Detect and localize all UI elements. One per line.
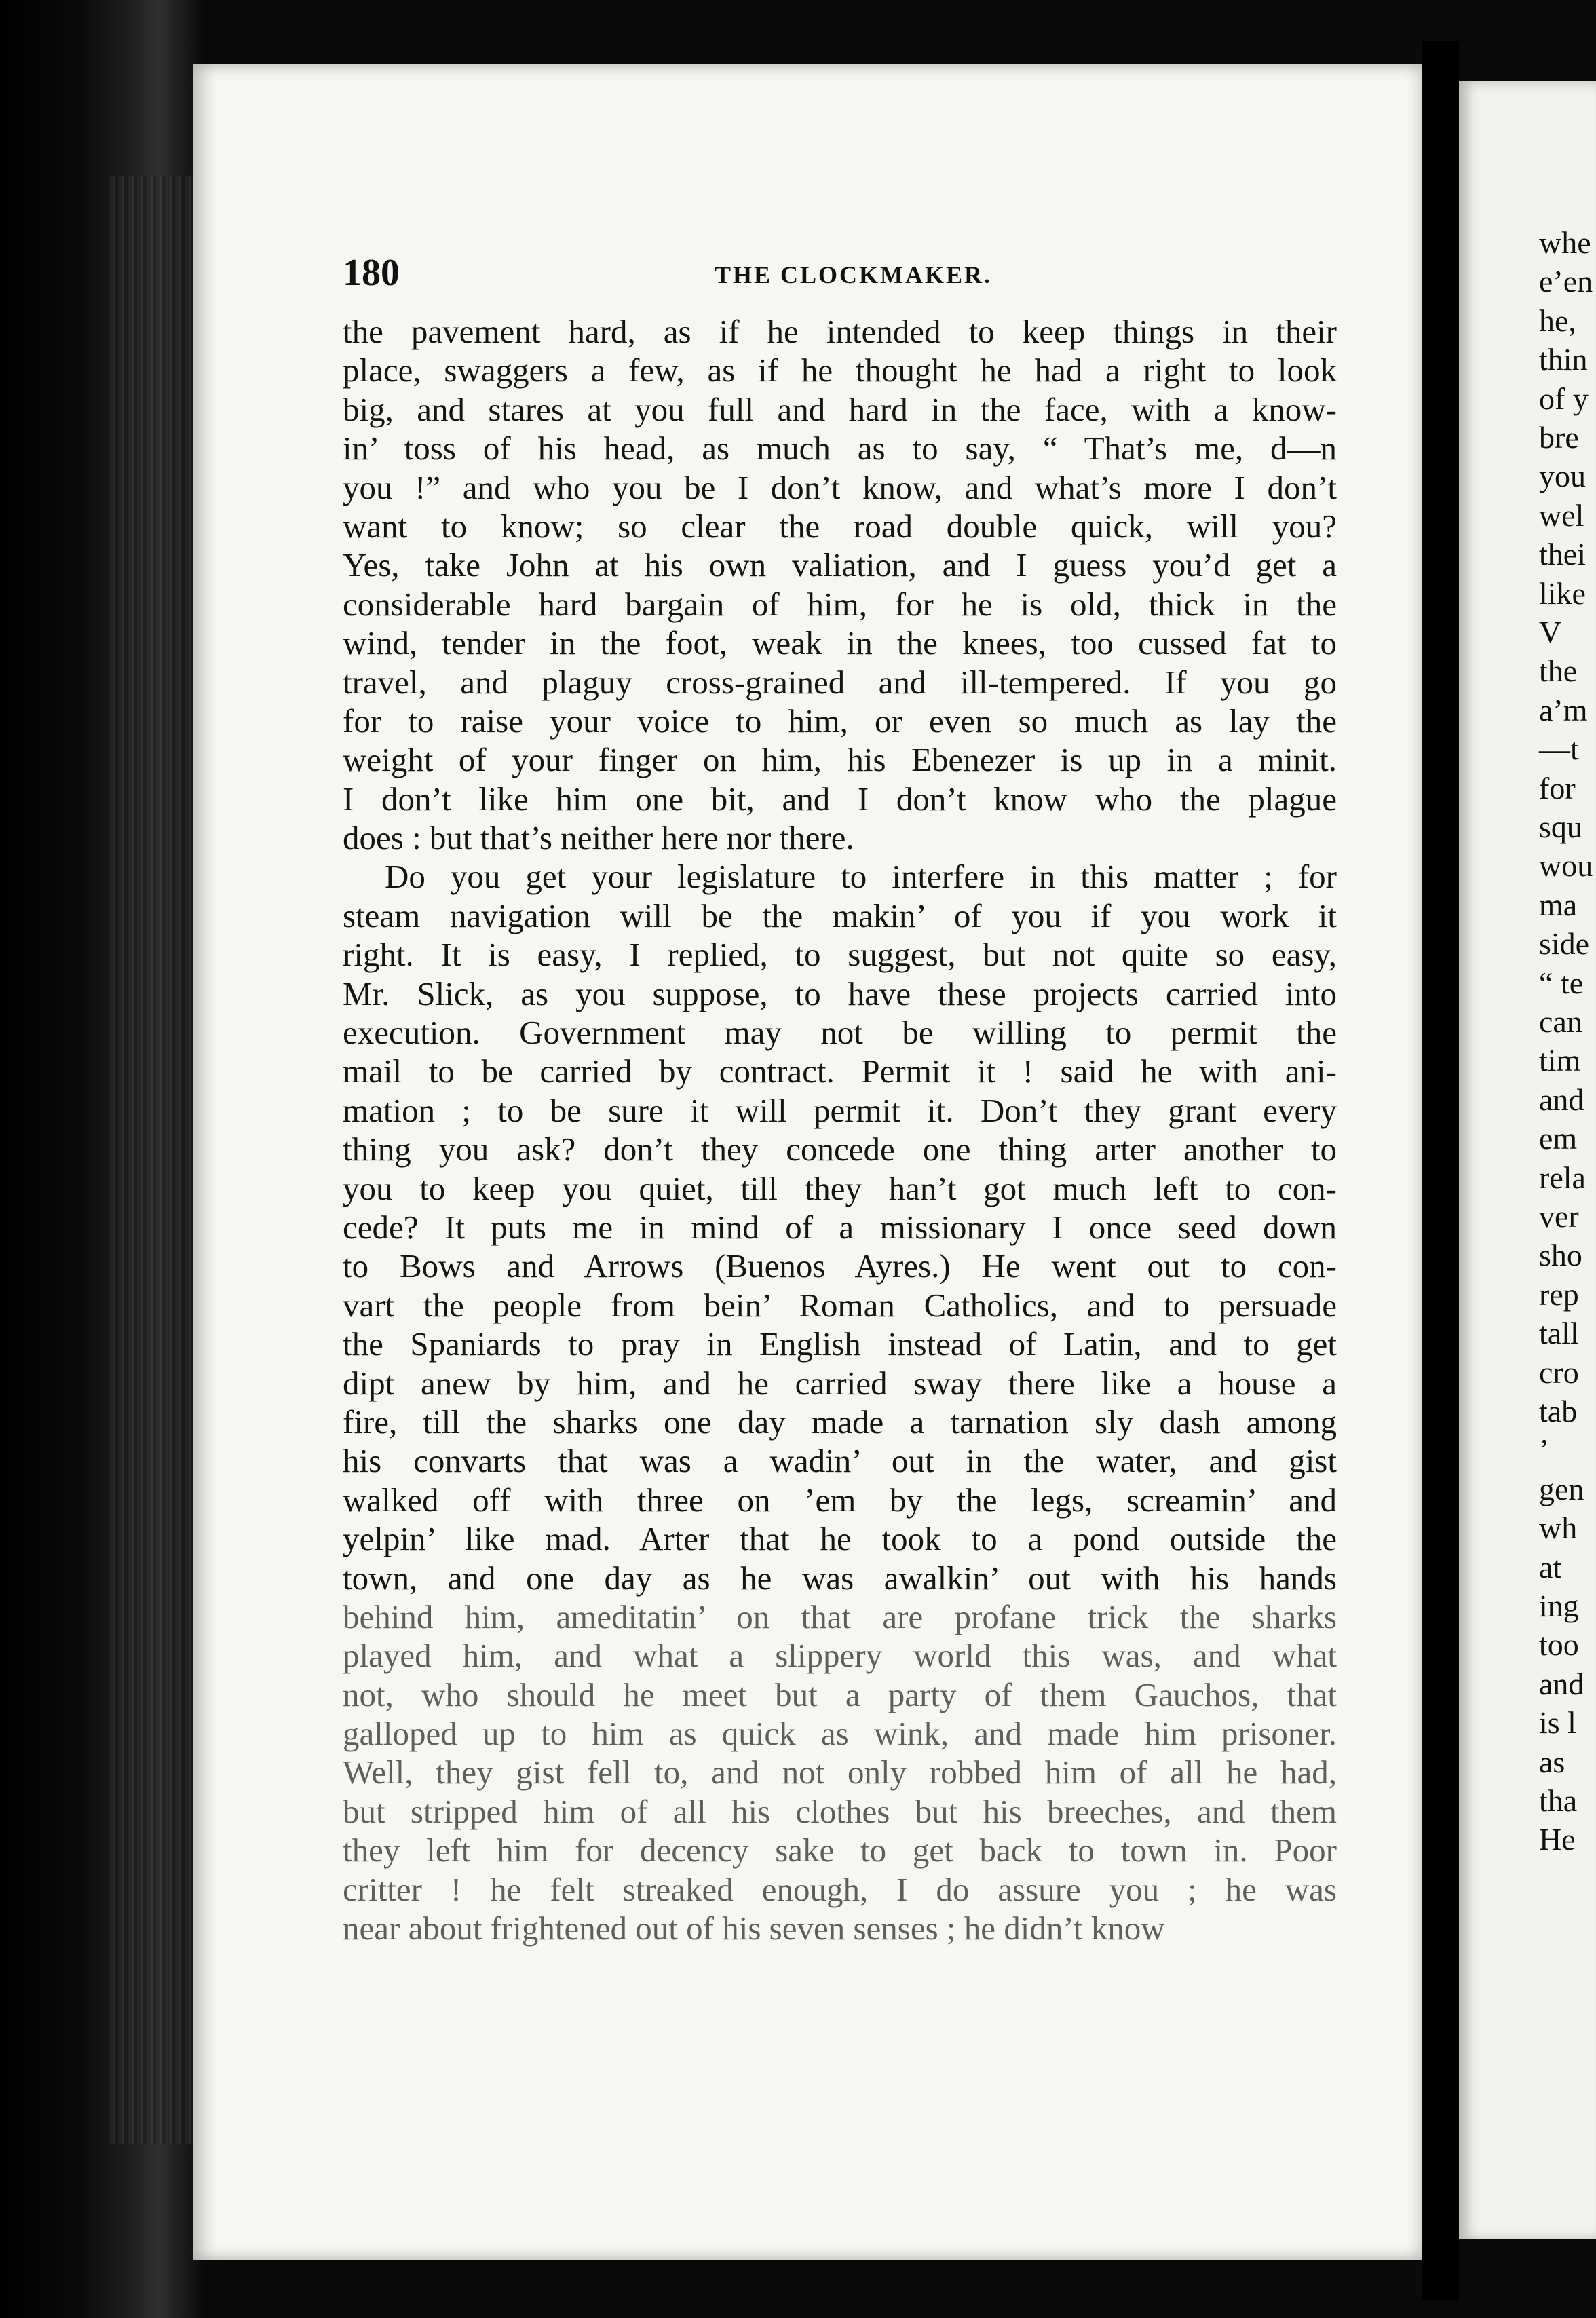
page-header xyxy=(343,251,1337,299)
facing-page-line: you xyxy=(1539,459,1586,494)
facing-page-line: whe xyxy=(1539,225,1591,260)
facing-page-line: cro xyxy=(1539,1354,1579,1390)
text-line: the Spaniards to pray in English instead of Latin, and to get xyxy=(343,1325,1337,1363)
text-line: weight of your finger on him, his Ebenezer is up in a minit. xyxy=(343,741,1337,779)
facing-page-line: is l xyxy=(1539,1705,1576,1741)
text-line: right. It is easy, I replied, to suggest, but not quite so easy, xyxy=(343,936,1337,974)
facing-page-line: wel xyxy=(1539,497,1584,533)
text-line: his convarts that was a wadin’ out in the water, and gist xyxy=(343,1442,1337,1480)
text-line: yelpin’ like mad. Arter that he took to a pond outside the xyxy=(343,1520,1337,1558)
text-line: played him, and what a slippery world this was, and what xyxy=(343,1637,1337,1675)
page-edges xyxy=(109,176,204,2144)
text-line: considerable hard bargain of him, for he is old, thick in the xyxy=(343,585,1337,623)
text-line: place, swaggers a few, as if he thought he had a right to look xyxy=(343,352,1337,390)
facing-page-line: for xyxy=(1539,770,1576,805)
facing-page-line: and xyxy=(1539,1666,1584,1701)
text-line: behind him, ameditatin’ on that are profane trick the sharks xyxy=(343,1597,1337,1635)
text-line: mail to be carried by contract. Permit it ! said he with ani- xyxy=(343,1052,1337,1090)
facing-page-line: like xyxy=(1539,575,1586,611)
text-line: town, and one day as he was awalkin’ out with his hands xyxy=(343,1559,1337,1597)
book-gutter xyxy=(1422,41,1459,2300)
text-line: vart the people from bein’ Roman Catholics, and to persuade xyxy=(343,1286,1337,1324)
text-line: travel, and plaguy cross-grained and ill-tempered. If you go xyxy=(343,663,1337,701)
facing-page-line: ’ xyxy=(1539,1432,1550,1468)
facing-page-line: e’en xyxy=(1539,264,1593,299)
facing-page-line: tha xyxy=(1539,1783,1578,1818)
facing-page-line: —t xyxy=(1539,732,1579,767)
text-line: steam navigation will be the makin’ of you if you work it xyxy=(343,896,1337,934)
facing-page-line: the xyxy=(1539,653,1578,689)
text-line: Do you get your legislature to interfere in this matter ; for xyxy=(385,858,1337,896)
text-line: Mr. Slick, as you suppose, to have these projects carried into xyxy=(343,974,1337,1012)
text-line: but stripped him of all his clothes but his breeches, and them xyxy=(343,1792,1337,1830)
text-line: near about frightened out of his seven senses ; he didn’t know xyxy=(343,1910,1165,1948)
facing-page-line: ma xyxy=(1539,887,1578,922)
text-line: you to keep you quiet, till they han’t got much left to con- xyxy=(343,1169,1337,1207)
facing-page-line: and xyxy=(1539,1082,1584,1117)
text-line: I don’t like him one bit, and I don’t know who the plague xyxy=(343,780,1337,818)
facing-page-line: side xyxy=(1539,926,1590,962)
facing-page-line: as xyxy=(1539,1744,1565,1779)
facing-page-line: ver xyxy=(1539,1199,1579,1234)
facing-page-line: wh xyxy=(1539,1510,1578,1546)
text-line: not, who should he meet but a party of them Gauchos, that xyxy=(343,1675,1337,1713)
facing-page-line: tim xyxy=(1539,1043,1581,1078)
text-line: Yes, take John at his own valiation, and I guess you’d get a xyxy=(343,546,1337,584)
running-head: THE CLOCKMAKER. xyxy=(714,261,993,288)
text-line: big, and stares at you full and hard in the face, with a know- xyxy=(343,390,1337,428)
facing-page-fragment xyxy=(1459,81,1596,2239)
text-line: want to know; so clear the road double quick, will you? xyxy=(343,507,1337,545)
facing-page-line: V xyxy=(1539,615,1562,649)
text-line: execution. Government may not be willing to permit the xyxy=(343,1014,1337,1052)
facing-page-line: em xyxy=(1539,1121,1578,1156)
facing-page-line: too xyxy=(1539,1627,1579,1662)
text-line: galloped up to him as quick as wink, and made him prisoner. xyxy=(343,1715,1337,1753)
facing-page-line: sho xyxy=(1539,1238,1582,1273)
facing-page-line: tall xyxy=(1539,1316,1579,1351)
text-line: fire, till the sharks one day made a tarnation sly dash among xyxy=(343,1403,1337,1441)
facing-page-line: gen xyxy=(1539,1471,1584,1506)
facing-page-line: a’m xyxy=(1539,692,1588,727)
facing-page-line: of y xyxy=(1539,381,1589,416)
text-line: mation ; to be sure it will permit it. Don’t they grant every xyxy=(343,1091,1337,1129)
text-line: wind, tender in the foot, weak in the knees, too cussed fat to xyxy=(343,624,1337,662)
text-line: the pavement hard, as if he intended to keep things in their xyxy=(343,313,1337,350)
body-text xyxy=(343,312,1337,1948)
page-number: 180 xyxy=(343,252,400,294)
facing-page-line: thin xyxy=(1539,342,1588,377)
facing-page-line: squ xyxy=(1539,810,1582,844)
text-line: walked off with three on ’em by the legs, screamin’ and xyxy=(343,1481,1337,1519)
facing-page-line: He xyxy=(1539,1822,1576,1857)
text-line: in’ toss of his head, as much as to say, “ That’s me, d—n xyxy=(343,430,1337,468)
text-line: you !” and who you be I don’t know, and what’s more I don’t xyxy=(343,468,1337,506)
text-line: Well, they gist fell to, and not only robbed him of all he had, xyxy=(343,1753,1337,1791)
facing-page-line: rep xyxy=(1539,1276,1579,1312)
facing-page-line: “ te xyxy=(1539,965,1584,1000)
facing-page-line: ing xyxy=(1539,1589,1579,1623)
text-line: critter ! he felt streaked enough, I do assure you ; he was xyxy=(343,1870,1337,1908)
text-line: dipt anew by him, and he carried sway there like a house a xyxy=(343,1364,1337,1402)
text-line: thing you ask? don’t they concede one thing arter another to xyxy=(343,1130,1337,1168)
facing-page-line: bre xyxy=(1539,420,1579,455)
text-line: to Bows and Arrows (Buenos Ayres.) He went out to con- xyxy=(343,1247,1337,1285)
facing-page-line: thei xyxy=(1539,537,1586,572)
facing-page-line: rela xyxy=(1539,1160,1586,1195)
text-line: cede? It puts me in mind of a missionary I once seed down xyxy=(343,1208,1337,1246)
facing-page-line: he, xyxy=(1539,303,1576,338)
facing-page-line: at xyxy=(1539,1549,1562,1584)
text-line: they left him for decency sake to get back to town in. Poor xyxy=(343,1831,1337,1869)
text-line: does : but that’s neither here nor there. xyxy=(343,819,854,857)
facing-page-line: wou xyxy=(1539,848,1593,884)
text-line: for to raise your voice to him, or even so much as lay the xyxy=(343,702,1337,740)
facing-page-line: can xyxy=(1539,1004,1582,1039)
facing-page-line: tab xyxy=(1539,1394,1578,1428)
